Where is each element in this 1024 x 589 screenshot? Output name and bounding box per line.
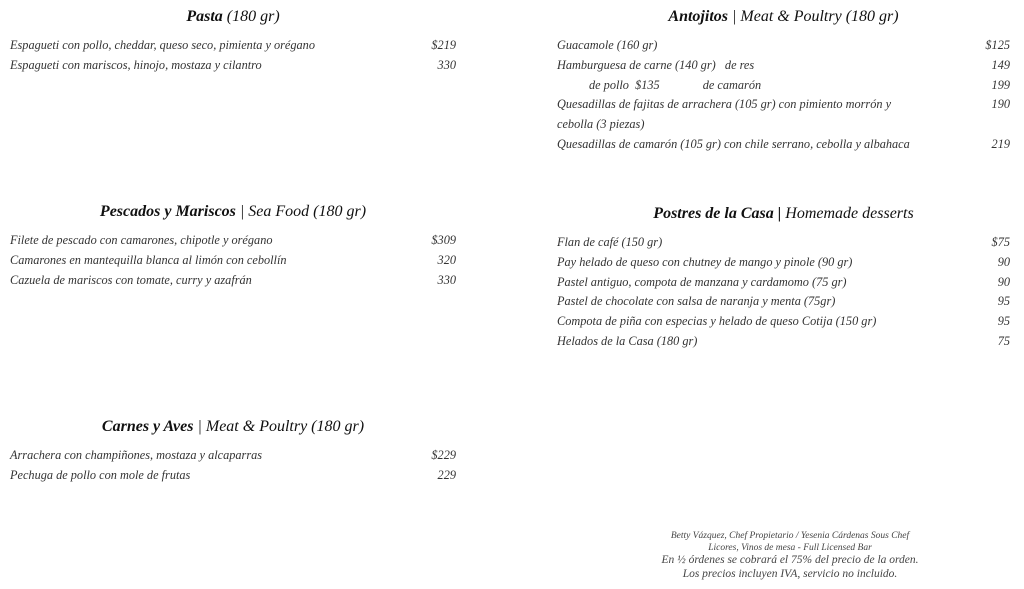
section-subtitle: (180 gr)	[222, 8, 280, 25]
section-title: Pasta	[186, 8, 223, 25]
item-price: 229	[437, 467, 456, 482]
menu-item	[557, 292, 1010, 312]
menu-item	[557, 56, 1010, 76]
item-price: 95	[997, 314, 1010, 329]
item-name: Pechuga de pollo con mole de frutas	[10, 467, 191, 482]
item-price: 330	[437, 57, 456, 72]
item-price: $219	[431, 38, 456, 52]
menu-item	[10, 446, 456, 466]
menu-item	[557, 332, 1010, 352]
item-price: $75	[991, 235, 1010, 249]
item-price: 190	[991, 97, 1010, 112]
section-title: Pescados y Mariscos	[99, 203, 236, 220]
section-subtitle: | Meat & Poultry (180 gr)	[193, 418, 365, 435]
item-price: $229	[431, 448, 456, 462]
item-price: 149	[991, 57, 1010, 72]
item-price: 199	[991, 77, 1010, 92]
item-name: Quesadillas de fajitas de arrachera (105 gr) con pimiento morrón y	[557, 97, 892, 112]
item-name: Flan de café (150 gr)	[557, 235, 663, 249]
section-subtitle: | Sea Food (180 gr)	[235, 203, 367, 220]
menu-section-postres	[557, 203, 1010, 352]
menu-item	[557, 273, 1010, 293]
menu-item	[10, 56, 456, 76]
item-price	[1002, 115, 1010, 135]
section-title: Carnes y Aves	[101, 418, 194, 435]
menu-item	[557, 115, 1010, 135]
item-name: Cazuela de mariscos con tomate, curry y azafrán	[10, 272, 252, 287]
menu-item	[557, 135, 1010, 155]
item-price: 95	[997, 294, 1010, 309]
menu-item	[557, 312, 1010, 332]
menu-item	[557, 36, 1010, 56]
item-price: 330	[437, 272, 456, 287]
chefs-note: Betty Vázquez, Chef Propietario / Yesenia Cárdenas Sous Chef	[670, 531, 910, 541]
item-price: $125	[985, 38, 1010, 52]
menu-item	[10, 466, 456, 486]
menu-item	[10, 36, 456, 56]
item-name: Pastel antiguo, compota de manzana y cardamomo (75 gr)	[557, 274, 847, 289]
menu-item	[10, 251, 456, 271]
item-name: Pastel de chocolate con salsa de naranja y menta (75gr)	[557, 294, 836, 309]
item-price: 90	[997, 254, 1010, 269]
menu-section-carnes	[10, 416, 456, 486]
section-subtitle: Homemade desserts	[781, 205, 914, 222]
item-name: Camarones en mantequilla blanca al limón con cebollín	[10, 252, 287, 267]
item-name: Filete de pescado con camarones, chipotle y orégano	[10, 233, 273, 247]
section-title: Postres de la Casa |	[653, 205, 782, 222]
menu-item	[557, 76, 1010, 96]
item-name: Espagueti con pollo, cheddar, queso seco, pimienta y orégano	[10, 38, 315, 52]
menu-section-antojitos	[557, 6, 1010, 155]
item-name: Espagueti con mariscos, hinojo, mostaza y cilantro	[10, 57, 262, 72]
item-name: de pollo $135 de camarón	[589, 77, 762, 92]
item-price: 320	[437, 252, 456, 267]
menu-item	[10, 231, 456, 251]
bar-note: Licores, Vinos de mesa - Full Licensed Bar	[708, 543, 872, 553]
menu-section-pasta	[10, 6, 456, 76]
item-name: Helados de la Casa (180 gr)	[557, 333, 698, 348]
taxes-note: Los precios incluyen IVA, servicio no incluido.	[682, 567, 898, 580]
section-heading	[10, 201, 456, 223]
section-heading	[557, 6, 1010, 28]
half-orders-note: En ½ órdenes se cobrará el 75% del precio de la orden.	[661, 554, 919, 566]
menu-item	[557, 253, 1010, 273]
item-name: Pay helado de queso con chutney de mango y pinole (90 gr)	[557, 254, 853, 269]
section-heading	[557, 203, 1010, 225]
item-price: $309	[431, 233, 456, 247]
item-name: cebolla (3 piezas)	[557, 117, 645, 132]
item-price: 90	[997, 274, 1010, 289]
section-subtitle: | Meat & Poultry (180 gr)	[727, 8, 899, 25]
item-name: Hamburguesa de carne (140 gr) de res	[557, 57, 755, 72]
menu-item	[557, 95, 1010, 115]
section-title: Antojitos	[668, 8, 728, 25]
menu-section-pescados	[10, 201, 456, 290]
menu-item	[10, 271, 456, 291]
item-name: Arrachera con champiñones, mostaza y alcaparras	[10, 448, 263, 462]
section-heading	[10, 6, 456, 28]
item-name: Compota de piña con especias y helado de queso Cotija (150 gr)	[557, 314, 877, 329]
item-price: 219	[991, 136, 1010, 151]
section-heading	[10, 416, 456, 438]
item-price: 75	[997, 333, 1010, 348]
menu-item	[557, 233, 1010, 253]
footer-notes	[620, 530, 960, 581]
item-name: Guacamole (160 gr)	[557, 38, 658, 52]
item-name: Quesadillas de camarón (105 gr) con chile serrano, cebolla y albahaca	[557, 136, 910, 151]
